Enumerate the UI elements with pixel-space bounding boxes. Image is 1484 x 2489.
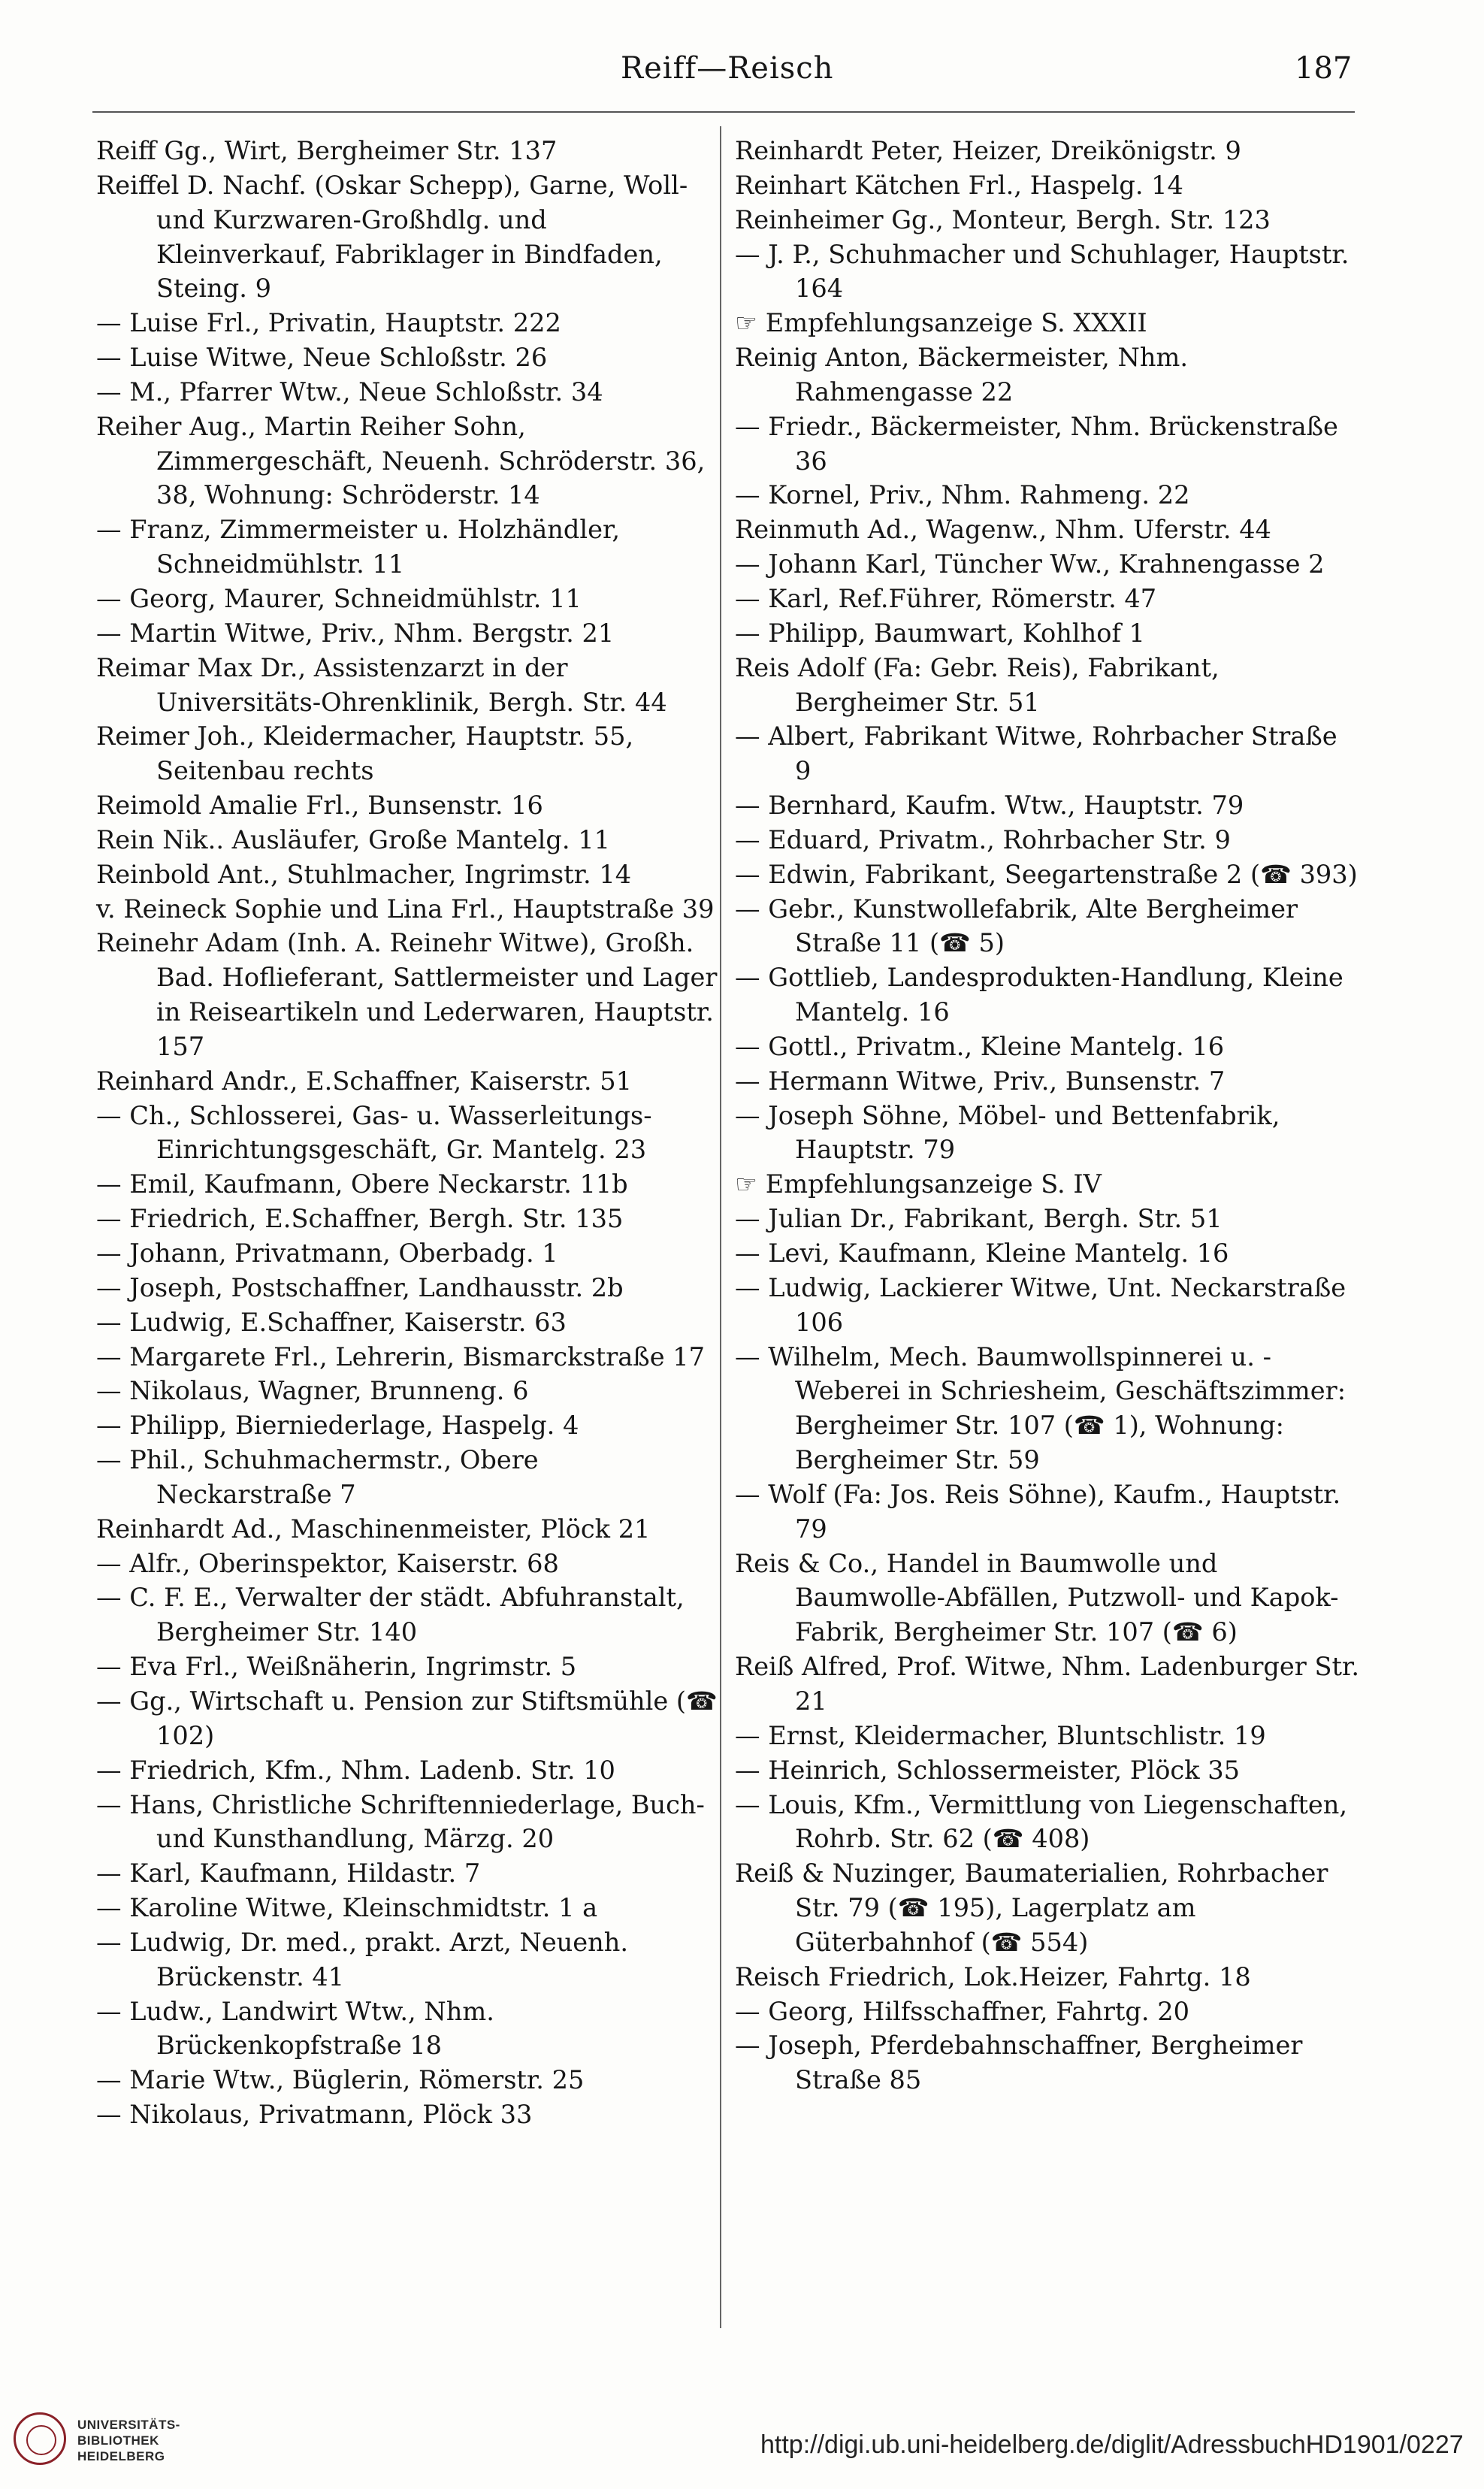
directory-entry: — Eduard, Privatm., Rohrbacher Str. 9 bbox=[735, 824, 1231, 854]
directory-entry: — Georg, Hilfsschaffner, Fahrtg. 20 bbox=[735, 1996, 1189, 2026]
directory-entry: Reiß Alfred, Prof. Witwe, Nhm. Ladenburger Str. 21 bbox=[735, 1652, 1360, 1716]
directory-entry: Reisch Friedrich, Lok.Heizer, Fahrtg. 18 bbox=[735, 1961, 1251, 1992]
directory-entry: Reiff Gg., Wirt, Bergheimer Str. 137 bbox=[96, 136, 558, 165]
directory-entry: — Heinrich, Schlossermeister, Plöck 35 bbox=[735, 1755, 1240, 1785]
directory-entry: — C. F. E., Verwalter der städt. Abfuhranstalt, Bergheimer Str. 140 bbox=[96, 1583, 685, 1647]
directory-entry: — Julian Dr., Fabrikant, Bergh. Str. 51 bbox=[735, 1204, 1223, 1234]
directory-entry: — M., Pfarrer Wtw., Neue Schloßstr. 34 bbox=[96, 377, 603, 407]
directory-entry: Rein Nik.. Ausläufer, Große Mantelg. 11 bbox=[96, 824, 610, 854]
directory-entry: — Joseph, Postschaffner, Landhausstr. 2b bbox=[96, 1272, 624, 1302]
directory-entry: — Emil, Kaufmann, Obere Neckarstr. 11b bbox=[96, 1169, 628, 1199]
directory-entry: — Gebr., Kunstwollefabrik, Alte Bergheimer Straße 11 (☎ 5) bbox=[735, 894, 1298, 958]
directory-entry: ☞ Empfehlungsanzeige S. XXXII bbox=[735, 308, 1147, 338]
directory-entry: — Martin Witwe, Priv., Nhm. Bergstr. 21 bbox=[96, 618, 615, 648]
directory-entry: — Nikolaus, Privatmann, Plöck 33 bbox=[96, 2100, 533, 2130]
directory-entry: — Margarete Frl., Lehrerin, Bismarckstraße 17 bbox=[96, 1341, 705, 1372]
right-column bbox=[735, 134, 1360, 2097]
directory-entry: Reiß & Nuzinger, Baumaterialien, Rohrbacher Str. 79 (☎ 195), Lagerplatz am Güterbahnhof (☎ 554) bbox=[735, 1858, 1328, 1957]
directory-entry: ☞ Empfehlungsanzeige S. IV bbox=[735, 1169, 1102, 1199]
directory-entry: — Luise Witwe, Neue Schloßstr. 26 bbox=[96, 343, 548, 373]
directory-entry: — Ludwig, Dr. med., prakt. Arzt, Neuenh. Brückenstr. 41 bbox=[96, 1927, 629, 1992]
directory-entry: — Friedr., Bäckermeister, Nhm. Brückenstraße 36 bbox=[735, 411, 1338, 476]
directory-entry: Reiffel D. Nachf. (Oskar Schepp), Garne, Woll- und Kurzwaren-Großhdlg. und Kleinverkauf, Fabriklager in Bindfaden, Steing. 9 bbox=[96, 170, 688, 304]
directory-entry: — Wolf (Fa: Jos. Reis Söhne), Kaufm., Hauptstr. 79 bbox=[735, 1479, 1341, 1544]
directory-entry: — Joseph, Pferdebahnschaffner, Bergheimer Straße 85 bbox=[735, 2031, 1303, 2095]
directory-entry: — Ludwig, Lackierer Witwe, Unt. Neckarstraße 106 bbox=[735, 1272, 1346, 1337]
directory-entry: — J. P., Schuhmacher und Schuhlager, Hauptstr. 164 bbox=[735, 239, 1350, 304]
directory-entry: Reinhart Kätchen Frl., Haspelg. 14 bbox=[735, 170, 1183, 200]
directory-entry: — Hermann Witwe, Priv., Bunsenstr. 7 bbox=[735, 1066, 1226, 1096]
directory-entry: Reimer Joh., Kleidermacher, Hauptstr. 55, Seitenbau rechts bbox=[96, 721, 634, 786]
directory-entry: — Johann, Privatmann, Oberbadg. 1 bbox=[96, 1238, 558, 1268]
directory-entry: Reinhard Andr., E.Schaffner, Kaiserstr. 51 bbox=[96, 1066, 632, 1096]
directory-entry: — Kornel, Priv., Nhm. Rahmeng. 22 bbox=[735, 480, 1190, 510]
directory-entry: — Friedrich, E.Schaffner, Bergh. Str. 135 bbox=[96, 1204, 624, 1234]
left-column bbox=[96, 134, 721, 2132]
directory-entry: — Phil., Schuhmachermstr., Obere Neckarstraße 7 bbox=[96, 1445, 539, 1509]
directory-entry: — Friedrich, Kfm., Nhm. Ladenb. Str. 10 bbox=[96, 1755, 615, 1785]
directory-entry: — Ludw., Landwirt Wtw., Nhm. Brückenkopfstraße 18 bbox=[96, 1996, 494, 2061]
directory-entry: Reinig Anton, Bäckermeister, Nhm. Rahmengasse 22 bbox=[735, 343, 1189, 407]
directory-entry: — Alfr., Oberinspektor, Kaiserstr. 68 bbox=[96, 1548, 559, 1578]
directory-entry: Reinhardt Ad., Maschinenmeister, Plöck 21 bbox=[96, 1514, 651, 1544]
directory-entry: Reinehr Adam (Inh. A. Reinehr Witwe), Großh. Bad. Hoflieferant, Sattlermeister und Lager in Reiseartikeln und Lederwaren, Hauptstr. 157 bbox=[96, 928, 718, 1061]
directory-entry: Reinmuth Ad., Wagenw., Nhm. Uferstr. 44 bbox=[735, 515, 1271, 545]
running-title: Reiff—Reisch bbox=[621, 51, 834, 86]
logo-line: UNIVERSITÄTS- bbox=[77, 2418, 180, 2432]
directory-entry: — Karl, Ref.Führer, Römerstr. 47 bbox=[735, 583, 1157, 613]
directory-entry: — Georg, Maurer, Schneidmühlstr. 11 bbox=[96, 583, 582, 613]
directory-entry: Reis & Co., Handel in Baumwolle und Baumwolle-Abfällen, Putzwoll- und Kapok-Fabrik, Bergheimer Str. 107 (☎ 6) bbox=[735, 1548, 1339, 1647]
page-number: 187 bbox=[1295, 51, 1353, 86]
directory-entry: — Ch., Schlosserei, Gas- u. Wasserleitungs-Einrichtungsgeschäft, Gr. Mantelg. 23 bbox=[96, 1100, 652, 1165]
directory-entry: — Eva Frl., Weißnäherin, Ingrimstr. 5 bbox=[96, 1652, 577, 1682]
source-url-link[interactable]: http://digi.ub.uni-heidelberg.de/diglit/AdressbuchHD1901/0227 bbox=[760, 2430, 1464, 2459]
directory-entry: — Karoline Witwe, Kleinschmidtstr. 1 a bbox=[96, 1893, 598, 1923]
directory-entry: v. Reineck Sophie und Lina Frl., Hauptstraße 39 bbox=[96, 894, 715, 924]
directory-entry: — Ludwig, E.Schaffner, Kaiserstr. 63 bbox=[96, 1307, 567, 1337]
directory-entry: — Johann Karl, Tüncher Ww., Krahnengasse 2 bbox=[735, 549, 1325, 579]
directory-entry: — Karl, Kaufmann, Hildastr. 7 bbox=[96, 1858, 481, 1889]
seal-icon bbox=[14, 2412, 66, 2465]
directory-entry: — Ernst, Kleidermacher, Bluntschlistr. 19 bbox=[735, 1720, 1266, 1750]
logo-line: HEIDELBERG bbox=[77, 2449, 165, 2463]
directory-entry: Reimar Max Dr., Assistenzarzt in der Universitäts-Ohrenklinik, Bergh. Str. 44 bbox=[96, 652, 667, 717]
directory-entry: Reinbold Ant., Stuhlmacher, Ingrimstr. 14 bbox=[96, 859, 632, 889]
directory-entry: — Edwin, Fabrikant, Seegartenstraße 2 (☎ 393) bbox=[735, 859, 1358, 889]
directory-entry: — Luise Frl., Privatin, Hauptstr. 222 bbox=[96, 308, 561, 338]
directory-entry: — Levi, Kaufmann, Kleine Mantelg. 16 bbox=[735, 1238, 1229, 1268]
page-header bbox=[0, 51, 1484, 96]
directory-entry: — Bernhard, Kaufm. Wtw., Hauptstr. 79 bbox=[735, 791, 1244, 821]
directory-entry: — Gg., Wirtschaft u. Pension zur Stiftsmühle (☎ 102) bbox=[96, 1686, 718, 1750]
directory-entry: Reinheimer Gg., Monteur, Bergh. Str. 123 bbox=[735, 204, 1271, 234]
directory-entry: Reinhardt Peter, Heizer, Dreikönigstr. 9 bbox=[735, 136, 1241, 165]
directory-entry: — Marie Wtw., Büglerin, Römerstr. 25 bbox=[96, 2065, 585, 2095]
library-logo bbox=[14, 2412, 194, 2472]
directory-entry: — Louis, Kfm., Vermittlung von Liegenschaften, Rohrb. Str. 62 (☎ 408) bbox=[735, 1789, 1348, 1854]
header-rule bbox=[92, 111, 1355, 113]
directory-entry: — Gottl., Privatm., Kleine Mantelg. 16 bbox=[735, 1031, 1225, 1061]
directory-entry: — Wilhelm, Mech. Baumwollspinnerei u. -Weberei in Schriesheim, Geschäftszimmer: Bergheimer Str. 107 (☎ 1), Wohnung: Bergheimer Str. 59 bbox=[735, 1341, 1346, 1475]
logo-text bbox=[77, 2417, 180, 2464]
directory-entry: Reis Adolf (Fa: Gebr. Reis), Fabrikant, Bergheimer Str. 51 bbox=[735, 652, 1220, 717]
directory-entry: Reiher Aug., Martin Reiher Sohn, Zimmergeschäft, Neuenh. Schröderstr. 36, 38, Wohnung: Schröderstr. 14 bbox=[96, 411, 706, 510]
directory-entry: — Albert, Fabrikant Witwe, Rohrbacher Straße 9 bbox=[735, 721, 1337, 786]
directory-entry: — Philipp, Bierniederlage, Haspelg. 4 bbox=[96, 1411, 579, 1441]
directory-entry: — Franz, Zimmermeister u. Holzhändler, Schneidmühlstr. 11 bbox=[96, 515, 621, 579]
directory-entry: — Nikolaus, Wagner, Brunneng. 6 bbox=[96, 1376, 529, 1406]
directory-entry: — Philipp, Baumwart, Kohlhof 1 bbox=[735, 618, 1145, 648]
directory-entry: — Gottlieb, Landesprodukten-Handlung, Kleine Mantelg. 16 bbox=[735, 963, 1343, 1027]
directory-entry: Reimold Amalie Frl., Bunsenstr. 16 bbox=[96, 791, 543, 821]
directory-entry: — Hans, Christliche Schriftenniederlage, Buch- und Kunsthandlung, Märzg. 20 bbox=[96, 1789, 705, 1854]
logo-line: BIBLIOTHEK bbox=[77, 2433, 159, 2448]
directory-entry: — Joseph Söhne, Möbel- und Bettenfabrik, Hauptstr. 79 bbox=[735, 1100, 1280, 1165]
